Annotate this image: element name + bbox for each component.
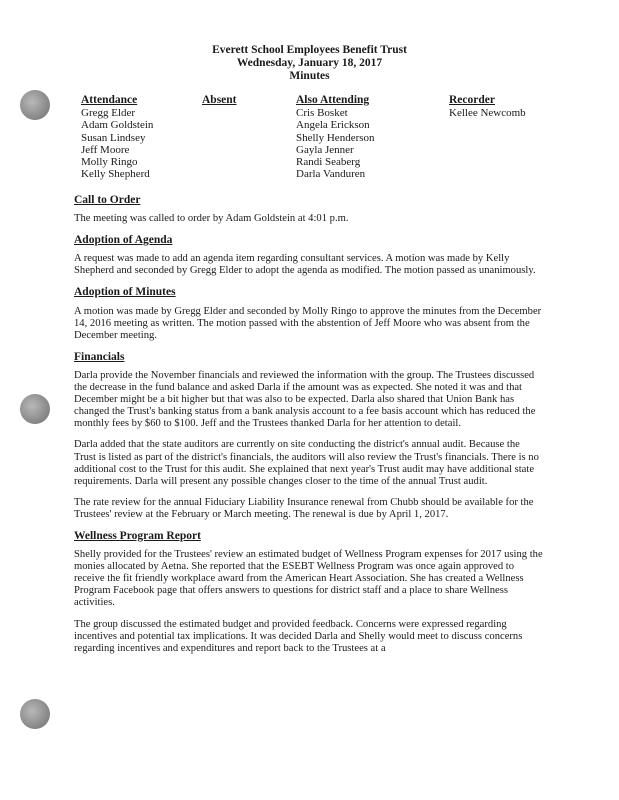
organization-title: Everett School Employees Benefit Trust <box>212 44 407 56</box>
section-heading: Wellness Program Report <box>74 529 201 542</box>
paragraph: A request was made to add an agenda item regarding consultant services. A motion was made by Kelly Shepherd and seconded by Gregg Elder to adopt the agenda as modified. The motion passed as unanimously. <box>74 253 536 277</box>
paragraph: Darla added that the state auditors are currently on site conducting the district's annual audit. Because the Trust is listed as part of the district's financials, the auditors will also review the Trust's financials. There is no additional cost to the Trust for this audit. She explained that next year's Trust audit may have additional state requirements. Darla will present any possible changes closer to the time of the annual Trust audit. <box>74 439 539 487</box>
attendee-name: Adam Goldstein <box>81 119 154 132</box>
binder-hole <box>20 699 50 729</box>
guest-name: Shelly Henderson <box>296 131 375 144</box>
guest-name: Darla Vanduren <box>296 168 366 181</box>
attendance-column <box>81 94 153 180</box>
section-heading: Adoption of Agenda <box>74 234 173 247</box>
section-adoption-of-agenda <box>74 234 544 277</box>
paragraph: The meeting was called to order by Adam Goldstein at 4:01 p.m. <box>74 213 349 225</box>
guest-name: Gayla Jenner <box>296 143 354 156</box>
absent-heading: Absent <box>202 94 237 106</box>
document-type: Minutes <box>289 70 330 82</box>
section-heading: Adoption of Minutes <box>74 286 176 299</box>
attendee-name: Kelly Shepherd <box>81 168 150 181</box>
absent-column <box>202 94 237 107</box>
section-heading: Call to Order <box>74 194 141 206</box>
minutes-body <box>74 194 544 664</box>
paragraph: Darla provide the November financials and reviewed the information with the group. The Trustees discussed the decrease in the fund balance and asked Darla if the amount was as expected. She noted it was and that December might be a bit higher but that was also to be expected. Darla also shared that Union Bank has changed the Trust's banking status from a bank analysis account to a fee basis account which has reduced the monthly fees by $60 to $100. Jeff and the Trustees thanked Darla for her attention to detail. <box>74 369 536 430</box>
paragraph: A motion was made by Gregg Elder and seconded by Molly Ringo to approve the minutes from the December 14, 2016 meeting as written. The motion passed with the abstention of Jeff Moore who was absent from the December meeting. <box>74 305 542 341</box>
attendance-heading: Attendance <box>81 94 138 106</box>
guest-name: Cris Bosket <box>296 107 348 120</box>
section-call-to-order <box>74 194 544 225</box>
guest-name: Randi Seaberg <box>296 156 361 169</box>
recorder-heading: Recorder <box>449 94 495 106</box>
also-attending-heading: Also Attending <box>296 94 370 106</box>
document-header <box>0 44 619 83</box>
section-heading: Financials <box>74 350 125 363</box>
guest-name: Angela Erickson <box>296 119 370 132</box>
attendee-name: Jeff Moore <box>81 143 130 156</box>
recorder-name: Kellee Newcomb <box>449 107 526 120</box>
meeting-date: Wednesday, January 18, 2017 <box>236 57 383 69</box>
section-financials <box>74 351 544 521</box>
section-wellness-program-report <box>74 530 544 655</box>
attendee-name: Gregg Elder <box>81 107 136 120</box>
also-attending-column <box>296 94 375 180</box>
binder-hole <box>20 90 50 120</box>
paragraph: Shelly provided for the Trustees' review an estimated budget of Wellness Program expenses for 2017 using the monies allocated by Aetna. She reported that the ESEBT Wellness Program was once again approved to receive the fit friendly workplace award from the American Heart Association. She has created a Wellness Program Facebook page that offers answers to questions for district staff and a place to share Wellness activities. <box>74 549 543 609</box>
paragraph: The rate review for the annual Fiduciary Liability Insurance renewal from Chubb should be available for the Trustees' review at the February or March meeting. The renewal is due by April 1, 2017. <box>74 496 534 520</box>
paragraph: The group discussed the estimated budget and provided feedback. Concerns were expressed regarding incentives and potential tax implications. It was decided Darla and Shelly would meet to discuss concerns regarding incentives and expenditures and report back to the Trustees at a <box>74 618 523 654</box>
attendee-name: Molly Ringo <box>81 156 138 169</box>
section-adoption-of-minutes <box>74 286 544 341</box>
recorder-column <box>449 94 526 119</box>
binder-hole <box>20 394 50 424</box>
attendee-name: Susan Lindsey <box>81 131 146 144</box>
